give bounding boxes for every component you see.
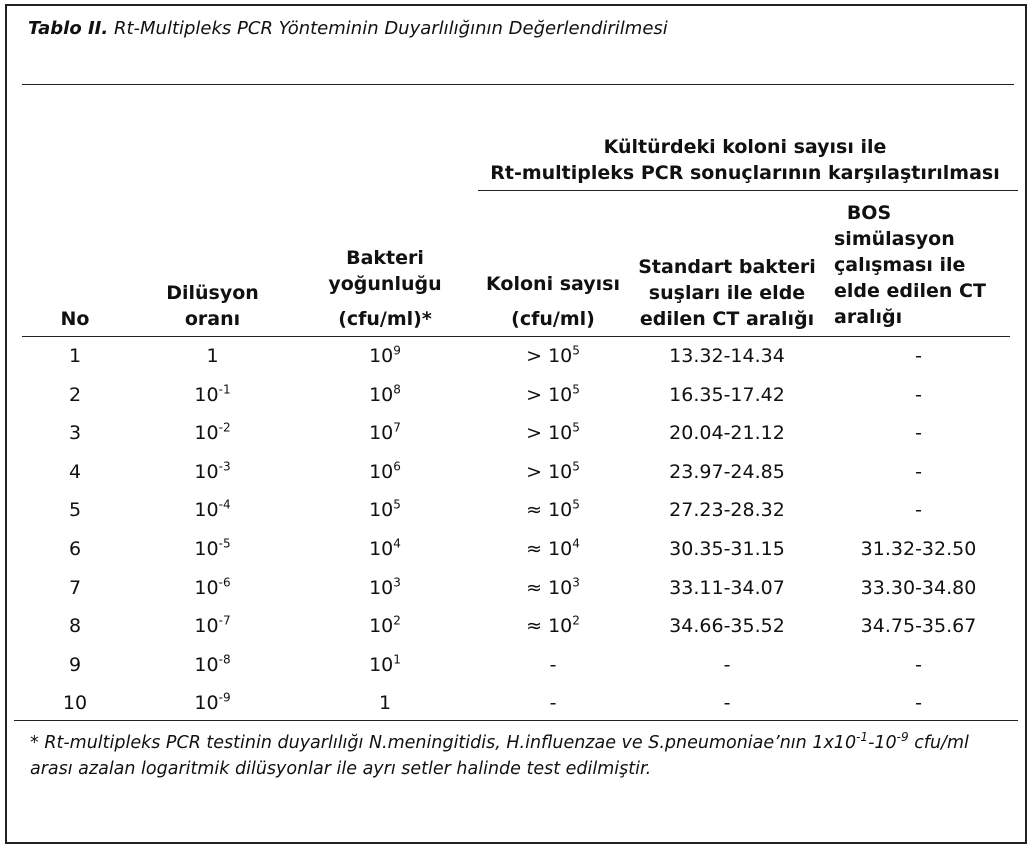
footnote-part1: * Rt-multipleks PCR testinin duyarlılığı N.meningitidis, H.influenzae ve S.pneumoniae’nın 1x10 [30, 733, 857, 753]
cell-dilution [140, 343, 285, 369]
cell-dilution [140, 420, 285, 446]
standard-ct-range: 20.04-21.12 [669, 422, 785, 445]
standard-ct-range: 34.66-35.52 [669, 615, 785, 638]
colony-value: ≈ 10 [526, 499, 573, 522]
cell-dilution [140, 613, 285, 639]
group-header-line2: Rt-multipleks PCR sonuçlarının karşılaştırılması [490, 162, 1000, 184]
group-header-line1: Kültürdeki koloni sayısı ile [603, 136, 887, 158]
cell-dilution [140, 690, 285, 716]
cell-density [310, 497, 460, 523]
colony-value: ≈ 10 [526, 576, 573, 599]
bos-ct-range: - [915, 499, 922, 522]
dilution-base: 10 [194, 383, 219, 406]
cell-no [40, 382, 110, 408]
colony-exponent: 5 [572, 498, 580, 513]
header-standard-2: suşları ile elde [648, 282, 806, 304]
dilution-base: 10 [194, 692, 219, 715]
density-exponent: 6 [393, 459, 401, 474]
cell-colony [478, 459, 628, 485]
dilution-base: 10 [194, 460, 219, 483]
cell-dilution [140, 575, 285, 601]
cell-dilution [140, 497, 285, 523]
standard-ct-range: 16.35-17.42 [669, 383, 785, 406]
row-number: 3 [68, 422, 82, 445]
cell-density [310, 690, 460, 716]
cell-standard-ct [632, 382, 822, 408]
density-base: 1 [378, 692, 392, 715]
cell-standard-ct [632, 575, 822, 601]
group-header-rule [478, 190, 1018, 191]
row-number: 1 [68, 345, 82, 367]
header-standard-1: Standart bakteri [638, 256, 816, 278]
colony-value: > 10 [526, 422, 573, 445]
standard-ct-range: 30.35-31.15 [669, 538, 785, 560]
standard-ct-range: 13.32-14.34 [669, 345, 785, 367]
bos-ct-range: 33.30-34.80 [860, 576, 977, 599]
density-base: 10 [369, 422, 394, 445]
standard-ct-range: 33.11-34.07 [669, 576, 785, 599]
cell-standard-ct [632, 652, 822, 678]
colony-exponent: 5 [572, 382, 580, 397]
density-exponent: 7 [393, 420, 401, 435]
density-base: 10 [369, 653, 394, 676]
cell-density [310, 613, 460, 639]
header-rule [22, 336, 1010, 337]
cell-dilution [140, 652, 285, 678]
cell-standard-ct [632, 690, 822, 716]
density-exponent: 8 [393, 382, 401, 397]
cell-density [310, 343, 460, 369]
bos-ct-range: - [915, 422, 922, 445]
row-number: 4 [68, 460, 82, 483]
cell-colony [478, 575, 628, 601]
cell-density [310, 459, 460, 485]
colony-exponent: 4 [572, 536, 580, 551]
dilution-base: 10 [194, 615, 219, 638]
cell-no [40, 343, 110, 369]
cell-colony [478, 420, 628, 446]
caption-label: Tablo II. [28, 18, 109, 39]
cell-bos-ct [826, 690, 1011, 716]
table-caption [28, 18, 668, 39]
cell-bos-ct [826, 613, 1011, 639]
standard-ct-range: - [723, 692, 731, 715]
row-number: 8 [68, 615, 82, 638]
footnote-exp1: -1 [856, 730, 869, 745]
cell-colony [478, 613, 628, 639]
cell-bos-ct [826, 459, 1011, 485]
header-colony-1: Koloni sayısı [486, 273, 620, 295]
density-exponent: 5 [393, 498, 401, 513]
footnote-part3: cfu/ml arası azalan logaritmik dilüsyonlar ile ayrı setler halinde test edilmiştir. [30, 733, 969, 779]
bos-ct-range: - [915, 383, 922, 406]
dilution-exponent: -4 [218, 498, 231, 513]
bos-ct-range: - [915, 345, 922, 367]
top-rule [22, 84, 1014, 85]
header-density-2: yoğunluğu [328, 273, 442, 295]
colony-value: - [549, 692, 557, 715]
row-number: 5 [68, 499, 82, 522]
cell-no [40, 575, 110, 601]
header-density-3: (cfu/ml)* [338, 308, 432, 330]
dilution-exponent: -1 [218, 382, 231, 397]
bos-ct-range: - [915, 653, 922, 676]
cell-bos-ct [826, 343, 1011, 369]
dilution-base: 1 [206, 345, 219, 367]
cell-no [40, 420, 110, 446]
dilution-base: 10 [194, 538, 219, 560]
header-dilution-1: Dilüsyon [166, 282, 259, 304]
cell-density [310, 536, 460, 562]
cell-standard-ct [632, 343, 822, 369]
header-standard-3: edilen CT aralığı [639, 308, 815, 330]
cell-no [40, 652, 110, 678]
colony-value: ≈ 10 [526, 615, 573, 638]
bos-ct-range: - [915, 460, 922, 483]
density-base: 10 [369, 538, 394, 560]
cell-colony [478, 343, 628, 369]
density-exponent: 2 [393, 613, 401, 628]
cell-no [40, 497, 110, 523]
colony-value: > 10 [526, 383, 573, 406]
cell-colony [478, 382, 628, 408]
dilution-exponent: -5 [218, 536, 231, 551]
bos-ct-range: 34.75-35.67 [860, 615, 977, 638]
density-exponent: 1 [393, 652, 401, 667]
dilution-base: 10 [194, 422, 219, 445]
header-no: No [60, 308, 90, 330]
standard-ct-range: - [723, 653, 731, 676]
header-bos-3: çalışması ile [834, 254, 966, 276]
colony-value: > 10 [526, 345, 573, 367]
row-number: 7 [68, 576, 82, 599]
cell-standard-ct [632, 497, 822, 523]
footnote-exp2: -9 [896, 730, 909, 745]
dilution-exponent: -8 [218, 652, 231, 667]
cell-standard-ct [632, 536, 822, 562]
row-number: 2 [68, 383, 82, 406]
cell-dilution [140, 459, 285, 485]
footnote-part2: -10 [868, 733, 897, 753]
cell-dilution [140, 536, 285, 562]
cell-colony [478, 536, 628, 562]
density-base: 10 [369, 345, 394, 367]
cell-no [40, 536, 110, 562]
density-base: 10 [369, 615, 394, 638]
density-exponent: 4 [393, 536, 401, 551]
cell-colony [478, 690, 628, 716]
cell-bos-ct [826, 536, 1011, 562]
cell-no [40, 690, 110, 716]
footnote [30, 730, 1010, 782]
bos-ct-range: 31.32-32.50 [860, 538, 977, 560]
cell-standard-ct [632, 613, 822, 639]
header-density-1: Bakteri [346, 247, 424, 269]
colony-value: - [549, 653, 557, 676]
dilution-exponent: -6 [218, 575, 231, 590]
colony-value: > 10 [526, 460, 573, 483]
density-exponent: 9 [393, 343, 401, 358]
cell-bos-ct [826, 497, 1011, 523]
cell-colony [478, 497, 628, 523]
colony-exponent: 5 [572, 420, 580, 435]
dilution-exponent: -3 [218, 459, 231, 474]
bos-ct-range: - [915, 692, 922, 715]
cell-no [40, 459, 110, 485]
header-colony-2: (cfu/ml) [511, 308, 595, 330]
density-base: 10 [369, 499, 394, 522]
density-base: 10 [369, 576, 394, 599]
density-base: 10 [369, 383, 394, 406]
colony-exponent: 5 [572, 459, 580, 474]
row-number: 6 [68, 538, 82, 560]
cell-density [310, 575, 460, 601]
dilution-base: 10 [194, 653, 219, 676]
standard-ct-range: 27.23-28.32 [669, 499, 785, 522]
colony-value: ≈ 10 [526, 538, 573, 560]
cell-density [310, 420, 460, 446]
caption-text: Rt-Multipleks PCR Yönteminin Duyarlılığının Değerlendirilmesi [108, 18, 668, 39]
cell-bos-ct [826, 420, 1011, 446]
dilution-exponent: -9 [218, 691, 231, 706]
header-bos-5: aralığı [834, 306, 903, 328]
density-base: 10 [369, 460, 394, 483]
header-bos-1: BOS [846, 202, 892, 224]
dilution-base: 10 [194, 576, 219, 599]
dilution-exponent: -2 [218, 420, 231, 435]
cell-bos-ct [826, 652, 1011, 678]
cell-colony [478, 652, 628, 678]
standard-ct-range: 23.97-24.85 [669, 460, 785, 483]
row-number: 9 [68, 653, 82, 676]
header-bos-4: elde edilen CT [834, 280, 986, 302]
header-bos-2: simülasyon [834, 228, 955, 250]
dilution-base: 10 [194, 499, 219, 522]
header-dilution-2: oranı [184, 308, 241, 330]
density-exponent: 3 [393, 575, 401, 590]
cell-no [40, 613, 110, 639]
dilution-exponent: -7 [218, 613, 231, 628]
cell-dilution [140, 382, 285, 408]
cell-standard-ct [632, 459, 822, 485]
cell-standard-ct [632, 420, 822, 446]
cell-bos-ct [826, 382, 1011, 408]
colony-exponent: 5 [572, 343, 580, 358]
colony-exponent: 3 [572, 575, 580, 590]
cell-density [310, 382, 460, 408]
colony-exponent: 2 [572, 613, 580, 628]
row-number: 10 [62, 692, 88, 715]
bottom-rule [14, 720, 1018, 721]
cell-density [310, 652, 460, 678]
cell-bos-ct [826, 575, 1011, 601]
